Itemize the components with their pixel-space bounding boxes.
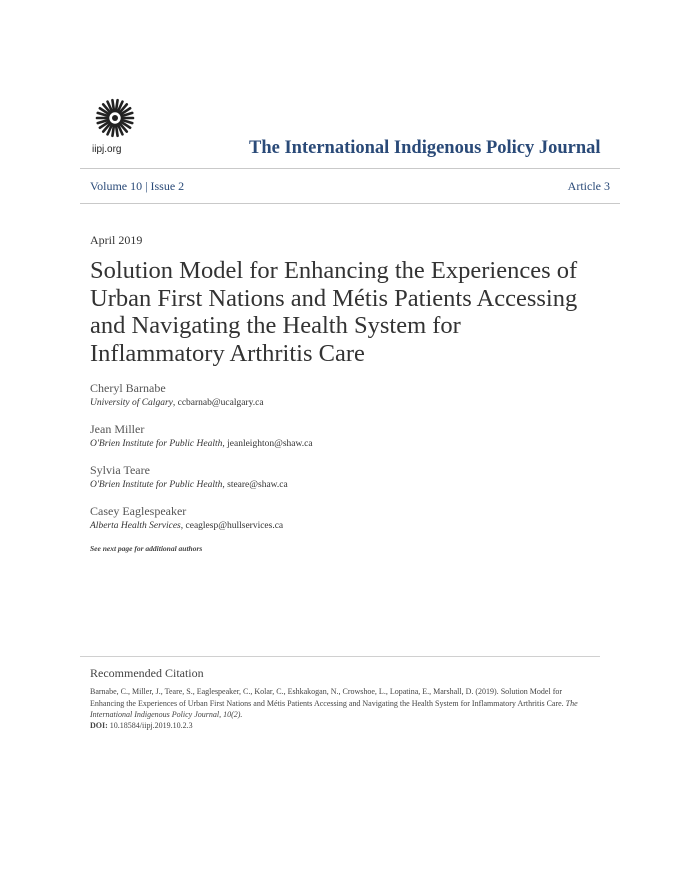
author-entry — [90, 462, 570, 492]
meta-divider — [80, 203, 620, 204]
publication-date: April 2019 — [90, 233, 143, 247]
citation-divider — [80, 656, 600, 657]
author-name: Casey Eaglespeaker — [90, 504, 187, 518]
citation-journal: The International Indigenous Policy Journal, 10(2). — [90, 698, 578, 719]
doi-value[interactable]: 10.18584/iipj.2019.10.2.3 — [109, 720, 193, 730]
doi-label: DOI: — [90, 720, 108, 730]
journal-logo[interactable] — [92, 98, 142, 155]
logo-text: iipj.org — [92, 144, 122, 155]
author-affiliation: Alberta Health Services, ceaglesp@hullservices.ca — [90, 521, 284, 531]
author-email[interactable]: steare@shaw.ca — [227, 480, 288, 490]
author-name: Cheryl Barnabe — [90, 381, 166, 395]
see-next-page-link[interactable]: See next page for additional authors — [90, 544, 203, 553]
author-list — [90, 380, 570, 553]
author-entry — [90, 380, 570, 410]
article-title: Solution Model for Enhancing the Experiences of Urban First Nations and Métis Patients Accessing and Navigating the Health System for Inflammatory Arthritis Care — [90, 257, 578, 367]
author-affiliation: O'Brien Institute for Public Health, jeanleighton@shaw.ca — [90, 439, 313, 449]
sunburst-logo-icon — [95, 98, 135, 138]
recommended-citation — [90, 666, 590, 730]
header-divider — [80, 168, 620, 169]
author-name: Sylvia Teare — [90, 463, 150, 477]
author-institution: O'Brien Institute for Public Health — [90, 439, 223, 449]
citation-title: Solution Model for Enhancing the Experiences of Urban First Nations and Métis Patients Accessing and Navigating the Health System for Inflammatory Arthritis Care. — [90, 687, 564, 708]
author-entry — [90, 503, 570, 533]
author-entry — [90, 421, 570, 451]
author-affiliation: O'Brien Institute for Public Health, steare@shaw.ca — [90, 480, 288, 490]
author-institution: Alberta Health Services — [90, 521, 181, 531]
volume-issue-link[interactable]: Volume 10 | Issue 2 — [90, 179, 185, 193]
citation-authors-year: Barnabe, C., Miller, J., Teare, S., Eaglespeaker, C., Kolar, C., Eshkakogan, N., Crowshoe, L., Lopatina, E., Marshall, D. (2019). — [90, 687, 499, 696]
citation-doi — [90, 721, 590, 730]
citation-text — [90, 686, 590, 721]
author-affiliation: University of Calgary, ccbarnab@ucalgary.ca — [90, 398, 264, 408]
author-institution: O'Brien Institute for Public Health — [90, 480, 223, 490]
author-email[interactable]: jeanleighton@shaw.ca — [227, 439, 313, 449]
author-email[interactable]: ceaglesp@hullservices.ca — [185, 521, 284, 531]
author-institution: University of Calgary — [90, 398, 173, 408]
author-name: Jean Miller — [90, 422, 145, 436]
journal-title[interactable]: The International Indigenous Policy Journal — [249, 138, 601, 158]
citation-heading: Recommended Citation — [90, 666, 204, 680]
author-email[interactable]: ccbarnab@ucalgary.ca — [177, 398, 264, 408]
article-number-link[interactable]: Article 3 — [567, 179, 610, 193]
